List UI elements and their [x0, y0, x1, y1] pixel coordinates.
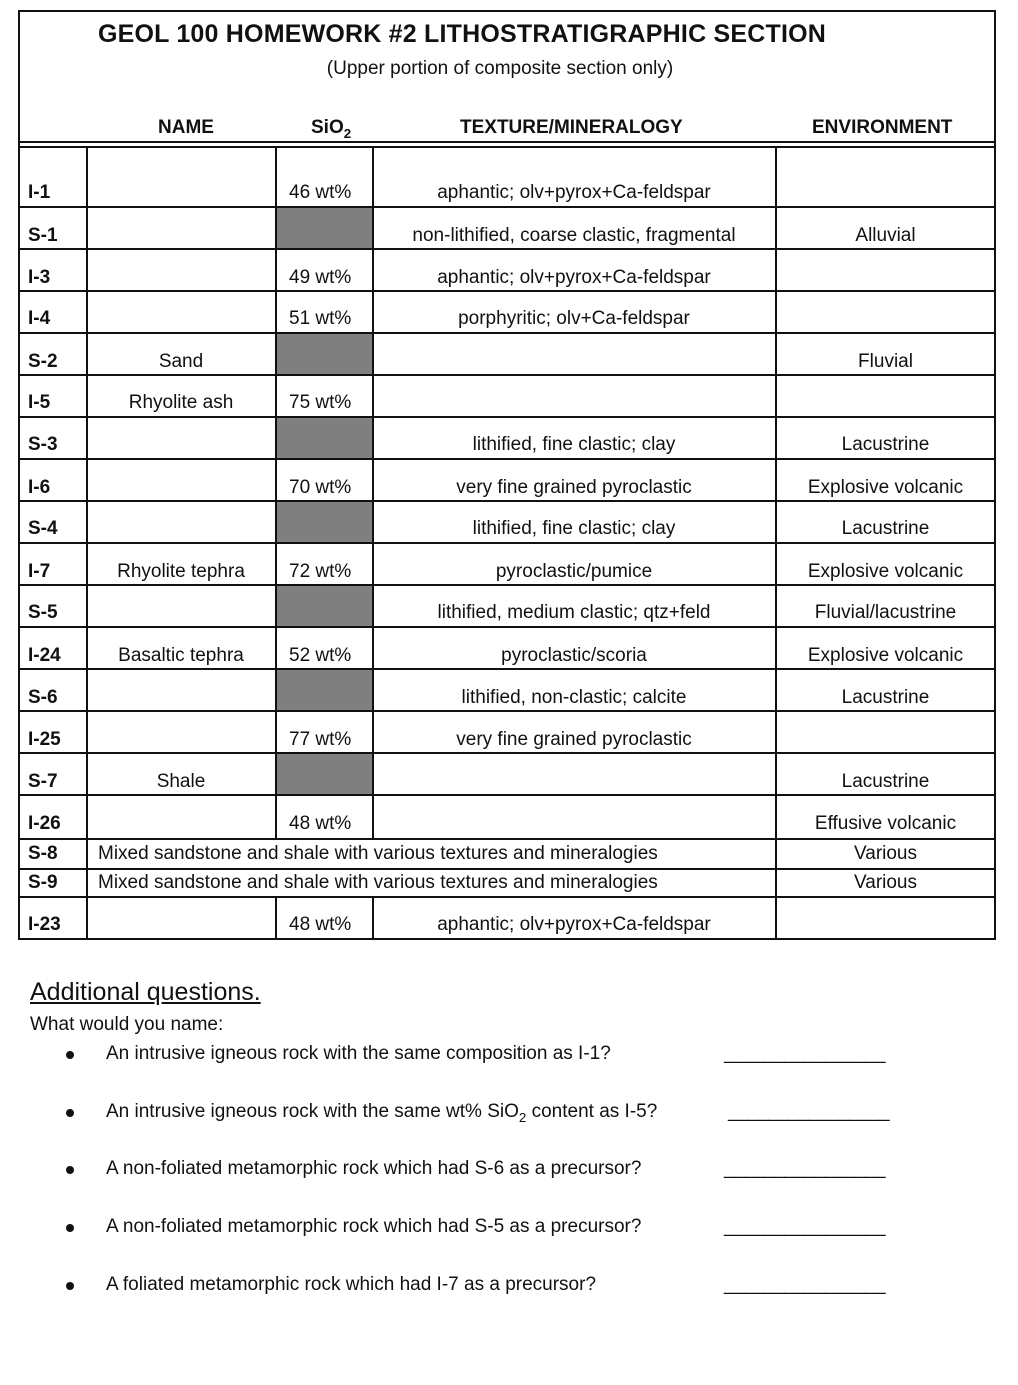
- row-name: Basaltic tephra: [118, 645, 244, 666]
- question-text: An intrusive igneous rock with the same composition as I-1?: [106, 1043, 611, 1064]
- bullet-icon: [66, 1109, 74, 1117]
- row-divider: [18, 206, 996, 208]
- row-texture: very fine grained pyroclastic: [456, 729, 692, 750]
- column-header-texture: TEXTURE/MINERALOGY: [460, 117, 683, 138]
- row-environment: Fluvial: [858, 351, 913, 372]
- answer-blank[interactable]: ________________: [724, 1043, 886, 1064]
- row-name: Sand: [158, 351, 204, 372]
- row-divider: [18, 752, 996, 754]
- row-id: I-25: [28, 729, 61, 750]
- row-environment: Lacustrine: [841, 434, 930, 455]
- row-id: S-8: [28, 843, 58, 864]
- row-id: I-23: [28, 914, 61, 935]
- row-divider: [18, 332, 996, 334]
- row-environment: Various: [853, 872, 917, 893]
- shaded-cell: [277, 502, 372, 543]
- row-sio2: 52 wt%: [289, 645, 352, 666]
- additional-questions-lead: What would you name:: [30, 1014, 224, 1035]
- question-text: An intrusive igneous rock with the same wt% SiO$_2$ content as I-5?: [106, 1101, 658, 1125]
- question-text: A non-foliated metamorphic rock which had S-6 as a precursor?: [106, 1158, 642, 1179]
- row-divider: [18, 290, 996, 292]
- row-sio2: 77 wt%: [289, 729, 352, 750]
- answer-blank[interactable]: ________________: [724, 1274, 886, 1295]
- row-texture: lithified, fine clastic; clay: [472, 434, 676, 455]
- row-sio2: 48 wt%: [289, 914, 352, 935]
- bullet-icon: [66, 1282, 74, 1290]
- answer-blank[interactable]: ________________: [724, 1216, 886, 1237]
- answer-blank[interactable]: ________________: [724, 1158, 886, 1179]
- row-id: S-5: [28, 602, 58, 623]
- page-title: GEOL 100 HOMEWORK #2 LITHOSTRATIGRAPHIC SECTION: [98, 20, 826, 48]
- shaded-cell: [277, 586, 372, 627]
- row-environment: Fluvial/lacustrine: [814, 602, 957, 623]
- row-environment: Explosive volcanic: [807, 477, 964, 498]
- column-divider: [86, 146, 88, 940]
- row-environment: Lacustrine: [841, 687, 930, 708]
- row-texture: lithified, non-clastic; calcite: [461, 687, 687, 708]
- row-texture: lithified, medium clastic; qtz+feld: [437, 602, 711, 623]
- row-divider: [18, 416, 996, 418]
- page-subtitle: (Upper portion of composite section only): [326, 58, 674, 79]
- row-divider: [18, 838, 996, 840]
- row-environment: Lacustrine: [841, 518, 930, 539]
- column-divider: [275, 896, 277, 940]
- row-merged-description: Mixed sandstone and shale with various textures and mineralogies: [98, 872, 658, 893]
- row-id: I-26: [28, 813, 61, 834]
- row-environment: Effusive volcanic: [814, 813, 957, 834]
- shaded-cell: [277, 670, 372, 711]
- question-text: A non-foliated metamorphic rock which had S-5 as a precursor?: [106, 1216, 642, 1237]
- row-texture: aphantic; olv+pyrox+Ca-feldspar: [437, 267, 711, 288]
- row-texture: lithified, fine clastic; clay: [472, 518, 676, 539]
- row-environment: Explosive volcanic: [807, 645, 964, 666]
- row-sio2: 49 wt%: [289, 267, 352, 288]
- header-rule-top: [18, 141, 996, 143]
- row-divider: [18, 710, 996, 712]
- shaded-cell: [277, 208, 372, 249]
- row-id: S-7: [28, 771, 58, 792]
- row-texture: pyroclastic/pumice: [495, 561, 653, 582]
- answer-blank[interactable]: ________________: [728, 1101, 890, 1122]
- row-id: S-6: [28, 687, 58, 708]
- row-id: S-4: [28, 518, 58, 539]
- row-id: I-3: [28, 267, 51, 288]
- row-name: Rhyolite ash: [128, 392, 234, 413]
- row-merged-description: Mixed sandstone and shale with various textures and mineralogies: [98, 843, 658, 864]
- row-divider: [18, 584, 996, 586]
- bullet-icon: [66, 1224, 74, 1232]
- additional-questions-title: Additional questions.: [30, 978, 261, 1006]
- row-texture: aphantic; olv+pyrox+Ca-feldspar: [437, 914, 711, 935]
- row-texture: very fine grained pyroclastic: [456, 477, 692, 498]
- row-environment: Lacustrine: [841, 771, 930, 792]
- row-sio2: 75 wt%: [289, 392, 352, 413]
- shaded-cell: [277, 334, 372, 375]
- row-sio2: 51 wt%: [289, 308, 352, 329]
- row-id: S-3: [28, 434, 58, 455]
- column-header-name: NAME: [158, 117, 214, 138]
- row-id: S-2: [28, 351, 58, 372]
- row-id: S-9: [28, 872, 58, 893]
- row-id: I-24: [28, 645, 61, 666]
- row-texture: non-lithified, coarse clastic, fragmental: [412, 225, 736, 246]
- shaded-cell: [277, 754, 372, 795]
- row-environment: Explosive volcanic: [807, 561, 964, 582]
- row-sio2: 72 wt%: [289, 561, 352, 582]
- row-id: I-1: [28, 182, 51, 203]
- row-divider: [18, 542, 996, 544]
- row-divider: [18, 248, 996, 250]
- row-texture: porphyritic; olv+Ca-feldspar: [458, 308, 690, 329]
- row-name: Rhyolite tephra: [117, 561, 245, 582]
- row-divider: [18, 374, 996, 376]
- row-id: I-7: [28, 561, 51, 582]
- row-sio2: 48 wt%: [289, 813, 352, 834]
- row-environment: Various: [853, 843, 917, 864]
- row-sio2: 70 wt%: [289, 477, 352, 498]
- row-id: I-6: [28, 477, 51, 498]
- row-sio2: 46 wt%: [289, 182, 352, 203]
- row-divider: [18, 896, 996, 898]
- column-header-environment: ENVIRONMENT: [812, 117, 953, 138]
- section-table-frame: [18, 10, 996, 940]
- row-divider: [18, 794, 996, 796]
- row-divider: [18, 458, 996, 460]
- row-divider: [18, 500, 996, 502]
- row-id: S-1: [28, 225, 58, 246]
- column-header-sio2: SiO$_2$: [311, 117, 352, 141]
- row-divider: [18, 626, 996, 628]
- row-id: I-5: [28, 392, 51, 413]
- bullet-icon: [66, 1166, 74, 1174]
- row-divider: [18, 668, 996, 670]
- header-rule-bottom: [18, 146, 996, 148]
- row-texture: pyroclastic/scoria: [501, 645, 647, 666]
- row-divider: [18, 868, 996, 870]
- bullet-icon: [66, 1051, 74, 1059]
- shaded-cell: [277, 418, 372, 459]
- row-name: Shale: [156, 771, 206, 792]
- question-text: A foliated metamorphic rock which had I-7 as a precursor?: [106, 1274, 597, 1295]
- row-texture: aphantic; olv+pyrox+Ca-feldspar: [437, 182, 711, 203]
- row-id: I-4: [28, 308, 51, 329]
- column-divider: [275, 146, 277, 838]
- row-environment: Alluvial: [855, 225, 916, 246]
